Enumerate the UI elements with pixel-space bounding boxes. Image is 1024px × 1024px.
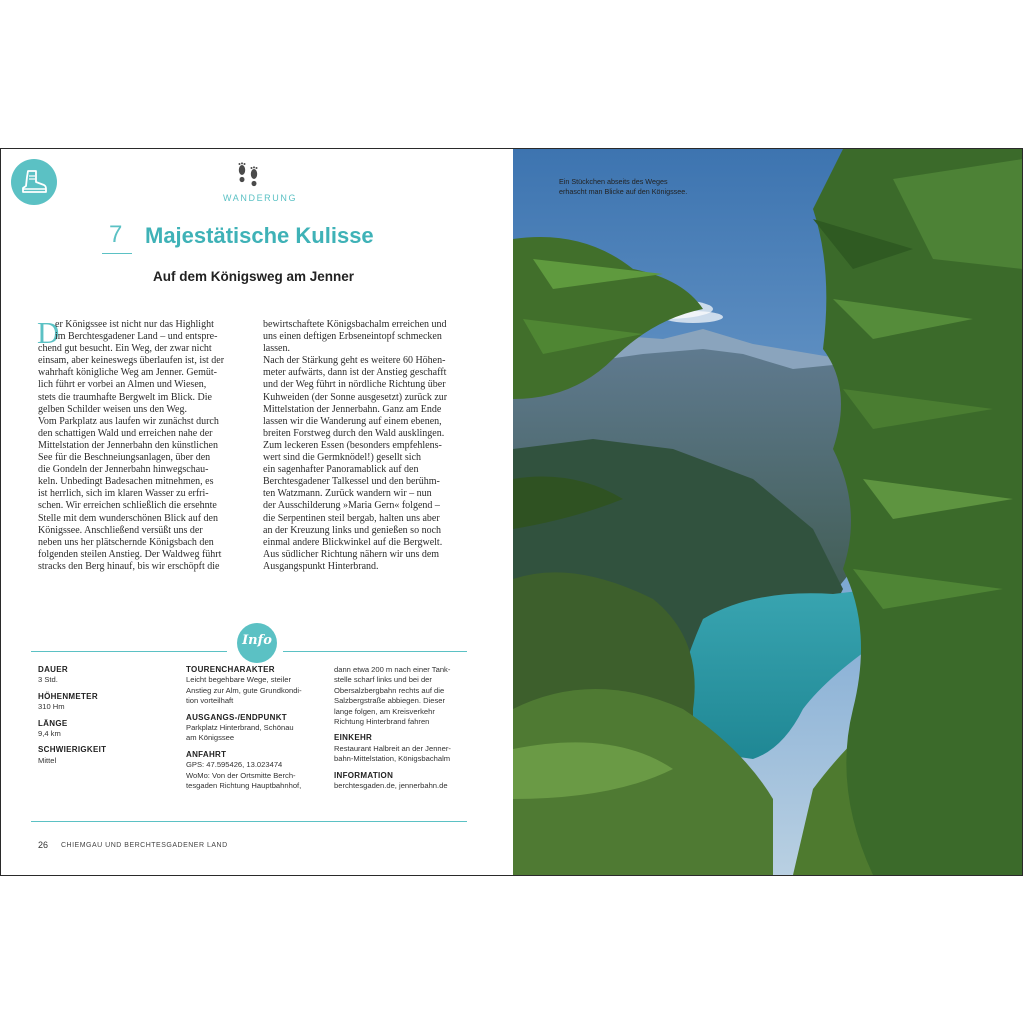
body-text-line: meter aufwärts, dann ist der Anstieg geschafft (263, 367, 447, 379)
info-value: lange folgen, am Kreisverkehr (334, 706, 435, 716)
footer-divider (31, 821, 467, 822)
body-text-line: uns einen deftigen Erbseneintopf schmecken (263, 331, 442, 343)
body-text-line: ist herrlich, sich im klaren Wasser zu erfri- (38, 488, 209, 500)
body-text-line: ten Watzmann. Zurück wandern wir – nun (263, 488, 432, 500)
info-value: 9,4 km (38, 729, 61, 739)
footprints-icon (233, 161, 263, 194)
body-text-line: die Gondeln der Jennerbahn hinwegschau- (38, 464, 209, 476)
info-value: WoMo: Von der Ortsmitte Berch- (186, 770, 296, 780)
info-heading: ANFAHRT (186, 749, 227, 759)
info-heading: SCHWIERIGKEIT (38, 745, 107, 755)
body-text-line: Zum leckeren Essen (besonders empfehlens- (263, 439, 442, 451)
body-text-line: an der Kreuzung links und genießen so noch (263, 524, 442, 536)
info-value: Obersalzbergbahn rechts auf die (334, 685, 445, 695)
info-value: Anstieg zur Alm, gute Grundkondi- (186, 685, 302, 695)
body-text-line: stets die traumhafte Bergwelt im Blick. Die (38, 391, 212, 403)
info-value: 310 Hm (38, 702, 65, 712)
body-text-line: einmal andere Blickwinkel auf die Bergwelt. (263, 536, 443, 548)
info-value: bahn-Mittelstation, Königsbachalm (334, 754, 451, 764)
section-label: WANDERUNG (223, 193, 298, 203)
body-text-line: folgenden steilen Anstieg. Der Waldweg führt (38, 548, 222, 560)
body-text-line: Kuhweiden (der Sonne ausgesetzt) zurück zur (263, 391, 448, 403)
left-page (1, 149, 513, 875)
book-spread (0, 148, 1023, 876)
body-text-line: See für die Beschneiungsanlagen, über den (38, 452, 211, 464)
body-text-line: Stelle mit dem wunderschönen Blick auf den (38, 512, 218, 524)
info-spacer (38, 766, 178, 772)
hiking-boot-icon (11, 159, 57, 205)
info-heading: DAUER (38, 665, 68, 674)
info-heading: LÄNGE (38, 718, 68, 728)
info-value: am Königssee (186, 733, 235, 743)
caption-line: Ein Stückchen abseits des Weges (559, 177, 668, 186)
body-text-line: schen. Wir erreichen schließlich die ersehnte (38, 500, 217, 512)
page-subtitle: Auf dem Königsweg am Jenner (153, 269, 355, 284)
info-value: Mittel (38, 755, 57, 765)
body-text-line: gelben Schilder weisen uns den Weg. (38, 403, 187, 415)
landscape-photo (513, 149, 1023, 875)
body-text-line: Berchtesgadener Talkessel und den berühm- (263, 476, 440, 488)
body-text-line: stracks den Berg hinauf, bis wir erschöpft die (38, 560, 220, 572)
info-heading: HÖHENMETER (38, 691, 98, 701)
info-value: berchtesgaden.de, jennerbahn.de (334, 781, 448, 791)
info-value: Restaurant Halbreit an der Jenner- (334, 743, 451, 753)
body-text-line: chend gut besucht. Ein Weg, der zwar nicht (38, 343, 212, 355)
info-value: dann etwa 200 m nach einer Tank- (334, 665, 451, 674)
body-text-line: die Serpentinen steil bergab, halten uns aber (263, 512, 440, 524)
info-divider-left (31, 651, 227, 652)
body-text-line: Aus südlicher Richtung nähern wir uns dem (263, 548, 440, 560)
body-text-line: breiten Forstweg durch den Wald ausklingen. (263, 427, 445, 439)
info-column-3 (334, 665, 474, 797)
body-text-line: er Königssee ist nicht nur das Highlight (55, 319, 214, 330)
info-divider-right (283, 651, 467, 652)
info-value: Richtung Hinterbrand fahren (334, 717, 430, 727)
info-value: 3 Std. (38, 675, 58, 685)
info-value: tion vorteilhaft (186, 696, 234, 706)
chapter-number: 7 (109, 221, 123, 248)
body-text-line: Mittelstation der Jennerbahn. Ganz am Ende (263, 403, 442, 415)
body-text-line: neben uns her plätschernde Königsbach den (38, 536, 214, 548)
body-text-line: Nach der Stärkung geht es weitere 60 Höhen- (263, 355, 446, 367)
info-column-2 (186, 665, 326, 797)
info-value: Parkplatz Hinterbrand, Schönau (186, 723, 294, 733)
body-text-line: Vom Parkplatz aus laufen wir zunächst durch (38, 415, 219, 427)
body-text-line: wert sind die Germknödel!) gesellt sich (263, 452, 422, 464)
body-text-line: Ausgangspunkt Hinterbrand. (263, 560, 379, 572)
body-text-line: Königssee. Anschließend versüßt uns der (38, 524, 203, 536)
info-value: Leicht begehbare Wege, steiler (186, 675, 291, 685)
body-text-line: und der Weg führt in nördliche Richtung über (263, 379, 446, 391)
info-value: Salzbergstraße abbiegen. Dieser (334, 696, 446, 706)
info-spacer (334, 791, 474, 797)
body-text-line: den schattigen Wald und erreichen nahe der (38, 427, 213, 439)
info-heading: INFORMATION (334, 770, 394, 780)
drop-cap: D (37, 315, 60, 350)
running-footer: CHIEMGAU UND BERCHTESGADENER LAND (61, 842, 228, 849)
info-heading: AUSGANGS-/ENDPUNKT (186, 712, 287, 722)
body-text-line: lassen. (263, 343, 290, 355)
body-column-1 (37, 315, 240, 573)
body-text-line: einsam, aber keineswegs überlaufen ist, ist der (38, 355, 225, 367)
body-text-line: wahrhaft königliche Weg am Jenner. Gemüt- (38, 367, 217, 379)
page-title: Majestätische Kulisse (145, 223, 374, 248)
info-heading: TOURENCHARAKTER (186, 665, 275, 674)
body-text-line: lassen wir die Wanderung auf einem ebenen, (263, 415, 442, 427)
info-badge-label: Info (242, 633, 272, 648)
lake-landscape-illustration (513, 149, 1023, 875)
body-text-line: bewirtschaftete Königsbachalm erreichen und (263, 319, 447, 330)
body-text-line: keln. Unbedingt Badesachen mitnehmen, es (38, 476, 214, 488)
info-value: GPS: 47.595426, 13.023474 (186, 760, 283, 770)
body-text-line: im Berchtesgadener Land – und entspre- (55, 331, 218, 343)
body-text-line: lich führt er vorbei an Almen und Wiesen, (38, 379, 207, 391)
caption-line: erhascht man Blicke auf den Königssee. (559, 187, 688, 196)
photo-caption (559, 177, 687, 197)
page-number: 26 (38, 840, 49, 850)
info-value: stelle scharf links und bei der (334, 675, 432, 685)
info-spacer (186, 791, 326, 797)
info-value: tesgaden Richtung Hauptbahnhof, (186, 781, 302, 791)
info-heading: EINKEHR (334, 733, 373, 743)
body-column-2 (263, 319, 467, 573)
info-column-1 (38, 665, 178, 772)
body-text-line: Mittelstation der Jennerbahn den künstlichen (38, 439, 218, 451)
body-text-line: ein sagenhafter Panoramablick auf den (263, 464, 419, 476)
body-text-line: der Ausschilderung »Maria Gern« folgend – (263, 500, 440, 512)
chapter-number-underline (102, 253, 132, 254)
